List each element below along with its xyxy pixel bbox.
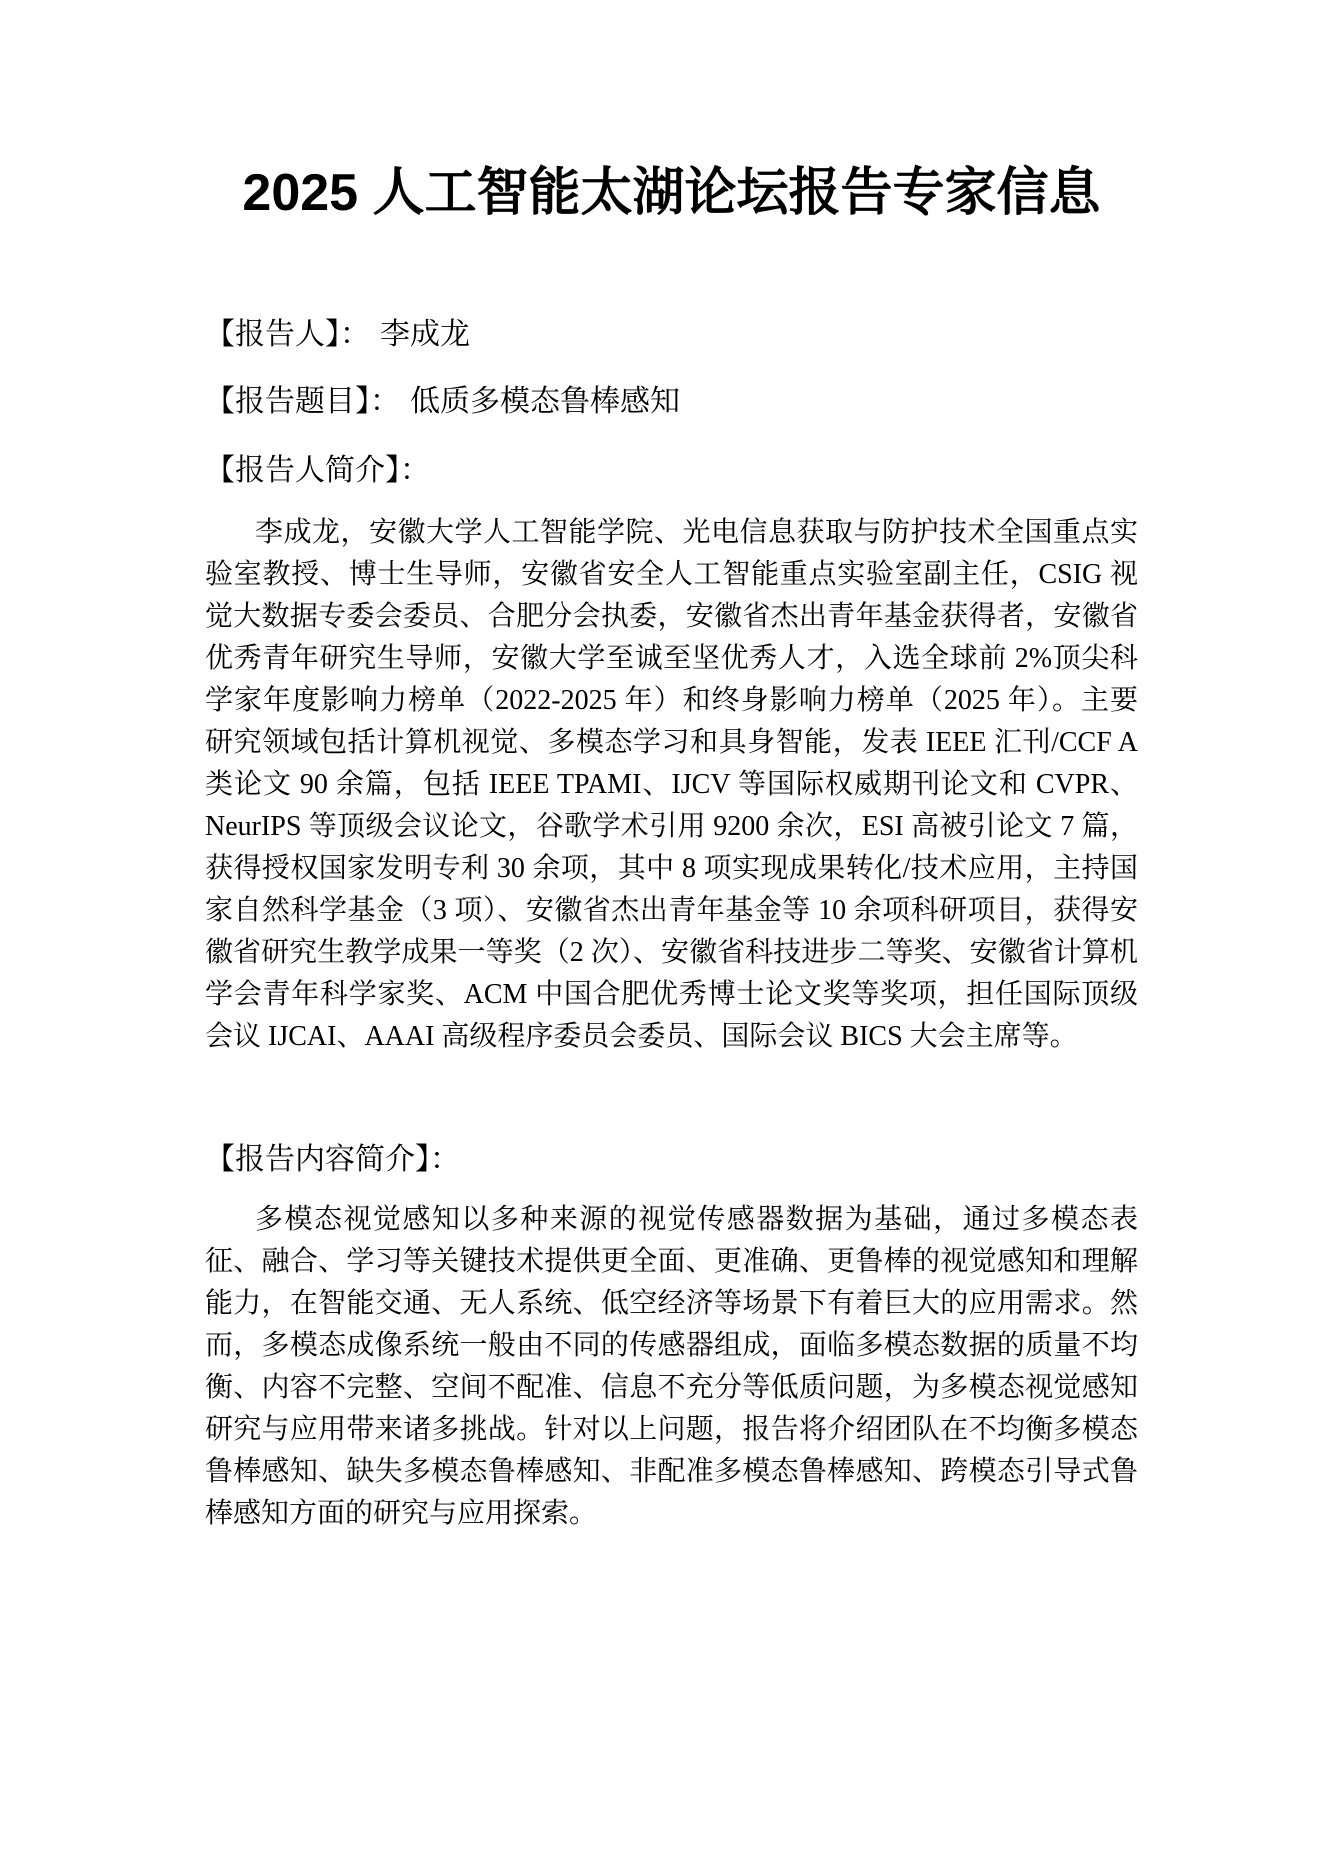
report-abstract-paragraph: 多模态视觉感知以多种来源的视觉传感器数据为基础，通过多模态表征、融合、学习等关键技术提供更全面、更准确、更鲁棒的视觉感知和理解能力，在智能交通、无人系统、低空经济等场景下有着巨大的应用需求。然而，多模态成像系统一般由不同的传感器组成，面临多模态数据的质量不均衡、内容不完整、空间不配准、信息不充分等低质问题，为多模态视觉感知研究与应用带来诸多挑战。针对以上问题，报告将介绍团队在不均衡多模态鲁棒感知、缺失多模态鲁棒感知、非配准多模态鲁棒感知、跨模态引导式鲁棒感知方面的研究与应用探索。 bbox=[205, 1204, 1138, 1529]
document-title: 2025 人工智能太湖论坛报告专家信息 bbox=[242, 164, 1101, 222]
field-presenter-separator: ： bbox=[340, 318, 370, 351]
presenter-bio-paragraph: 李成龙，安徽大学人工智能学院、光电信息获取与防护技术全国重点实验室教授、博士生导师，安徽省安全人工智能重点实验室副主任，CSIG 视觉大数据专委会委员、合肥分会执委，安徽省杰出青年基金获得者，安徽省优秀青年研究生导师，安徽大学至诚至坚优秀人才，入选全球前 2%顶尖科学家年度影响力榜单（2022-2025 年）和终身影响力榜单（2025 年）。主要研究领域包括计算机视觉、多模态学习和具身智能，发表 IEEE 汇刊/CCF A 类论文 90 余篇，包括 IEEE TPAMI、IJCV 等国际权威期刊论文和 CVPR、NeurIPS 等顶级会议论文，谷歌学术引用 9200 余次，ESI 高被引论文 7 篇，获得授权国家发明专利 30 余项，其中 8 项实现成果转化/技术应用，主持国家自然科学基金（3 项）、安徽省杰出青年基金等 10 余项科研项目，获得安徽省研究生教学成果一等奖（2 次）、安徽省科技进步二等奖、安徽省计算机学会青年科学家奖、ACM 中国合肥优秀博士论文奖等奖项，担任国际顶级会议 IJCAI、AAAI 高级程序委员会委员、国际会议 BICS 大会主席等。 bbox=[205, 517, 1138, 1052]
section-heading-report-abstract: 【报告内容简介】： bbox=[205, 1143, 460, 1176]
field-presenter-label: 【报告人】 bbox=[205, 318, 340, 351]
field-presenter-value: 李成龙 bbox=[380, 318, 470, 351]
section-heading-presenter-bio: 【报告人简介】： bbox=[205, 454, 430, 487]
field-presenter bbox=[205, 315, 1138, 355]
field-topic-separator: ： bbox=[370, 385, 400, 418]
field-topic-value: 低质多模态鲁棒感知 bbox=[410, 385, 680, 418]
field-topic-label: 【报告题目】 bbox=[205, 385, 370, 418]
field-report-topic bbox=[205, 382, 1138, 422]
